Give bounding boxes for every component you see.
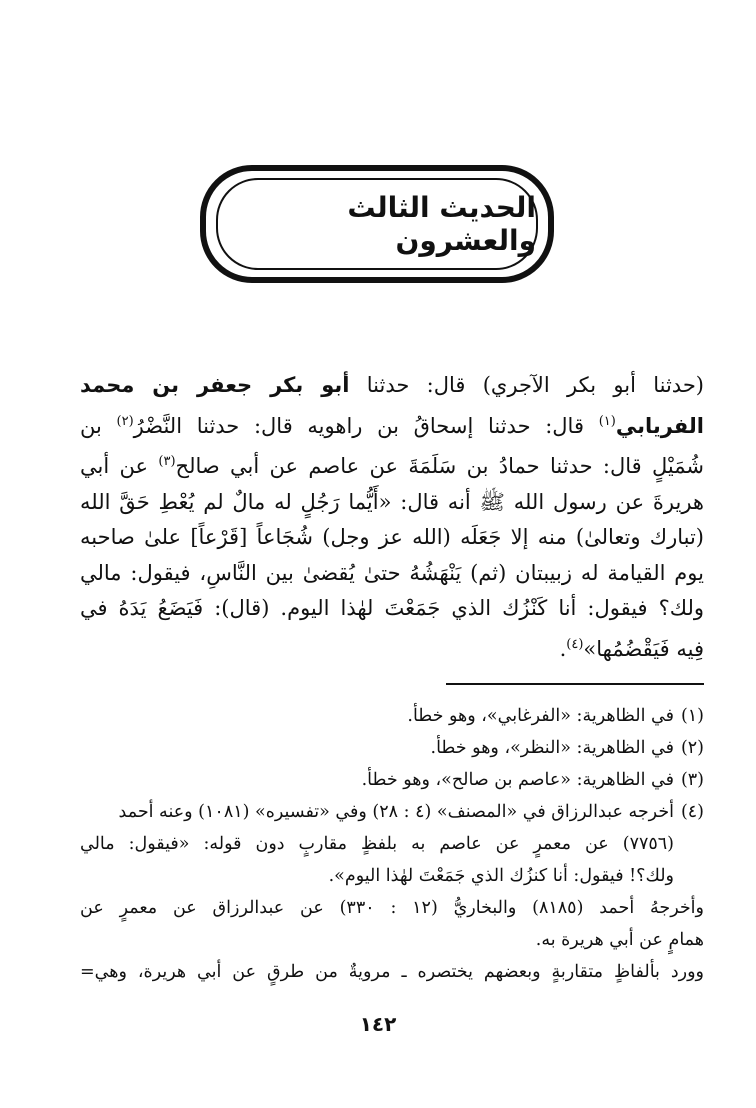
footnote-text: في الظاهرية: «عاصم بن صالح»، وهو خطأ. [361, 770, 674, 790]
footnotes [80, 700, 704, 988]
title-frame [200, 165, 554, 283]
footnote-text: أخرجه عبدالرزاق في «المصنف» (٤ : ٢٨) وفي «تفسيره» (١٠٨١) وعنه أحمد [118, 802, 674, 822]
chapter-title: الحديث الثالث والعشرون [347, 191, 536, 257]
footnote-separator [446, 683, 704, 685]
footnote-4-line-3: ولك؟! فيقول: أنا كنزُك الذي جَمَعْتَ لهٰذا اليوم». [328, 866, 674, 886]
title-inner-border [216, 178, 538, 270]
hadith-text [80, 368, 704, 667]
footnote-4-line-4: وأخرجهُ أحمد (٨١٨٥) والبخاريُّ (١٢ : ٣٣٠) عن عبدالرزاق عن معمرٍ عن [80, 898, 704, 918]
body-line-2: الفريابي$^{(١)}$ قال: حدثنا إسحاقُ بن راهويه قال: حدثنا النَّضْرُ$^{(٢)}$ بن [80, 413, 704, 438]
footnote-ref-2[interactable]: (٢) [116, 413, 134, 429]
body-line-5: (تبارك وتعالىٰ) منه إلا جَعَلَه (الله عز وجل) شُجَاعاً [قَرْعاً] علىٰ صاحبه [80, 525, 704, 549]
body-line-1: (حدثنا أبو بكر الآجري) قال: حدثنا أبو بكر جعفر بن محمد [80, 373, 704, 397]
narrator-nisba: الفريابي [615, 413, 704, 438]
footnote-1 [80, 700, 704, 732]
footnote-number: (١) [680, 706, 704, 726]
narrator-name: أبو بكر جعفر بن محمد [80, 373, 350, 397]
footnote-4-line-2: (٧٧٥٦) عن معمرٍ عن عاصم به بلفظٍ مقاربٍ دون قوله: «فيقول: مالي [80, 834, 674, 854]
page-number: ١٤٢ [359, 1012, 397, 1036]
footnote-ref-4[interactable]: (٤) [566, 636, 584, 652]
footnote-3 [80, 764, 704, 796]
footnote-number: (٢) [680, 738, 704, 758]
footnote-2 [80, 732, 704, 764]
body-line-7: ولك؟ فيقول: أنا كَنْزُك الذي جَمَعْتَ لهٰذا اليوم. (قال): فَيَضَعُ يَدَهُ في [80, 596, 704, 620]
body-line-3: شُمَيْلٍ قال: حدثنا حمادُ بن سَلَمَةَ عن عاصم عن أبي صالح$^{(٣)}$ عن أبي [80, 454, 704, 478]
footnote-4-line-5: همامٍ عن أبي هريرة به. [535, 930, 704, 950]
footnote-4 [80, 796, 704, 828]
footnote-text: في الظاهرية: «الفرغابي»، وهو خطأ. [407, 706, 674, 726]
body-line-6: يوم القيامة له زبيبتان (ثم) يَنْهَشُهُ حتىٰ يُقضىٰ بين النَّاسِ، فيقول: مالي [80, 560, 704, 585]
footnote-text: في الظاهرية: «النظر»، وهو خطأ. [430, 738, 674, 758]
body-line-4: هريرةَ عن رسول الله ﷺ أنه قال: «أَيُّما رَجُلٍ له مالٌ لم يُعْطِ حَقَّ الله [80, 489, 704, 514]
footnote-number: (٤) [680, 802, 704, 822]
footnote-number: (٣) [680, 770, 704, 790]
footnote-ref-3[interactable]: (٣) [158, 454, 176, 469]
footnote-4-line-6: وورد بألفاظٍ متقاربةٍ وبعضهم يختصره ـ مرويةٌ من طرقٍ عن أبي هريرة، وهي= [80, 962, 704, 982]
footnote-ref-1[interactable]: (١) [598, 413, 616, 429]
body-line-8: فِيه فَيَقْضُمُها»$^{(٤)}$. [559, 636, 704, 661]
